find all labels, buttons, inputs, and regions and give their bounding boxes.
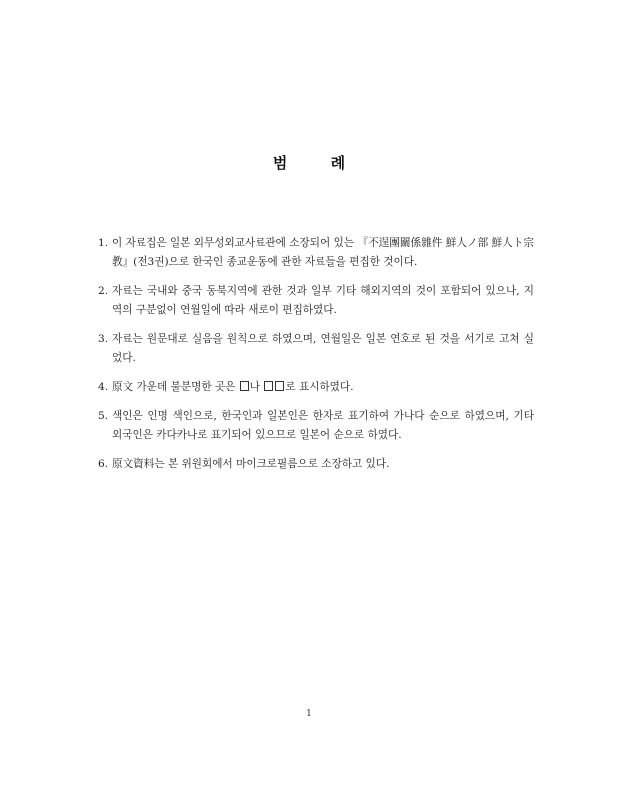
note-item: [98, 330, 534, 368]
note-number: 4.: [98, 381, 109, 393]
note-text-middle: 나: [249, 381, 264, 393]
note-item: [98, 455, 534, 474]
note-text-after: 로 표시하였다.: [285, 381, 354, 393]
note-text: 자료는 국내와 중국 동북지역에 관한 것과 일부 기타 해외지역의 것이 포함되어 있으나, 지역의 구분없이 연월일에 따라 새로이 편집하였다.: [112, 285, 534, 316]
blank-box-icon: [275, 381, 284, 391]
note-number: 2.: [98, 285, 109, 297]
page-title: 범 례: [272, 154, 346, 172]
note-item: [98, 234, 534, 272]
note-item: [98, 407, 534, 445]
note-number: 3.: [98, 333, 109, 345]
notes-list: [98, 234, 534, 484]
note-text: [112, 378, 534, 397]
note-text-before: 原文 가운데 불분명한 곳은: [112, 381, 239, 393]
note-text: 原文資料는 본 위원회에서 마이크로필름으로 소장하고 있다.: [112, 458, 390, 470]
note-text: 색인은 인명 색인으로, 한국인과 일본인은 한자로 표기하여 가나다 순으로 하였으며, 기타 외국인은 카다카나로 표기되어 있으므로 일본어 순으로 하였다.: [112, 410, 534, 441]
note-number: 5.: [98, 410, 109, 422]
note-number: 6.: [98, 458, 109, 470]
note-number: 1.: [98, 237, 109, 249]
blank-box-icon: [240, 381, 249, 391]
note-item: [98, 282, 534, 320]
page-number: 1: [306, 709, 312, 719]
note-text: 자료는 원문대로 실음을 원칙으로 하였으며, 연월일은 일본 연호로 된 것을 서기로 고쳐 실었다.: [112, 333, 534, 364]
note-text: 이 자료집은 일본 외무성외교사료관에 소장되어 있는 『不逞團關係雜件 鮮人ノ部 鮮人ト宗教』(전3권)으로 한국인 종교운동에 관한 자료들을 편집한 것이다.: [112, 237, 534, 268]
blank-box-icon: [264, 381, 273, 391]
note-item: [98, 378, 534, 397]
